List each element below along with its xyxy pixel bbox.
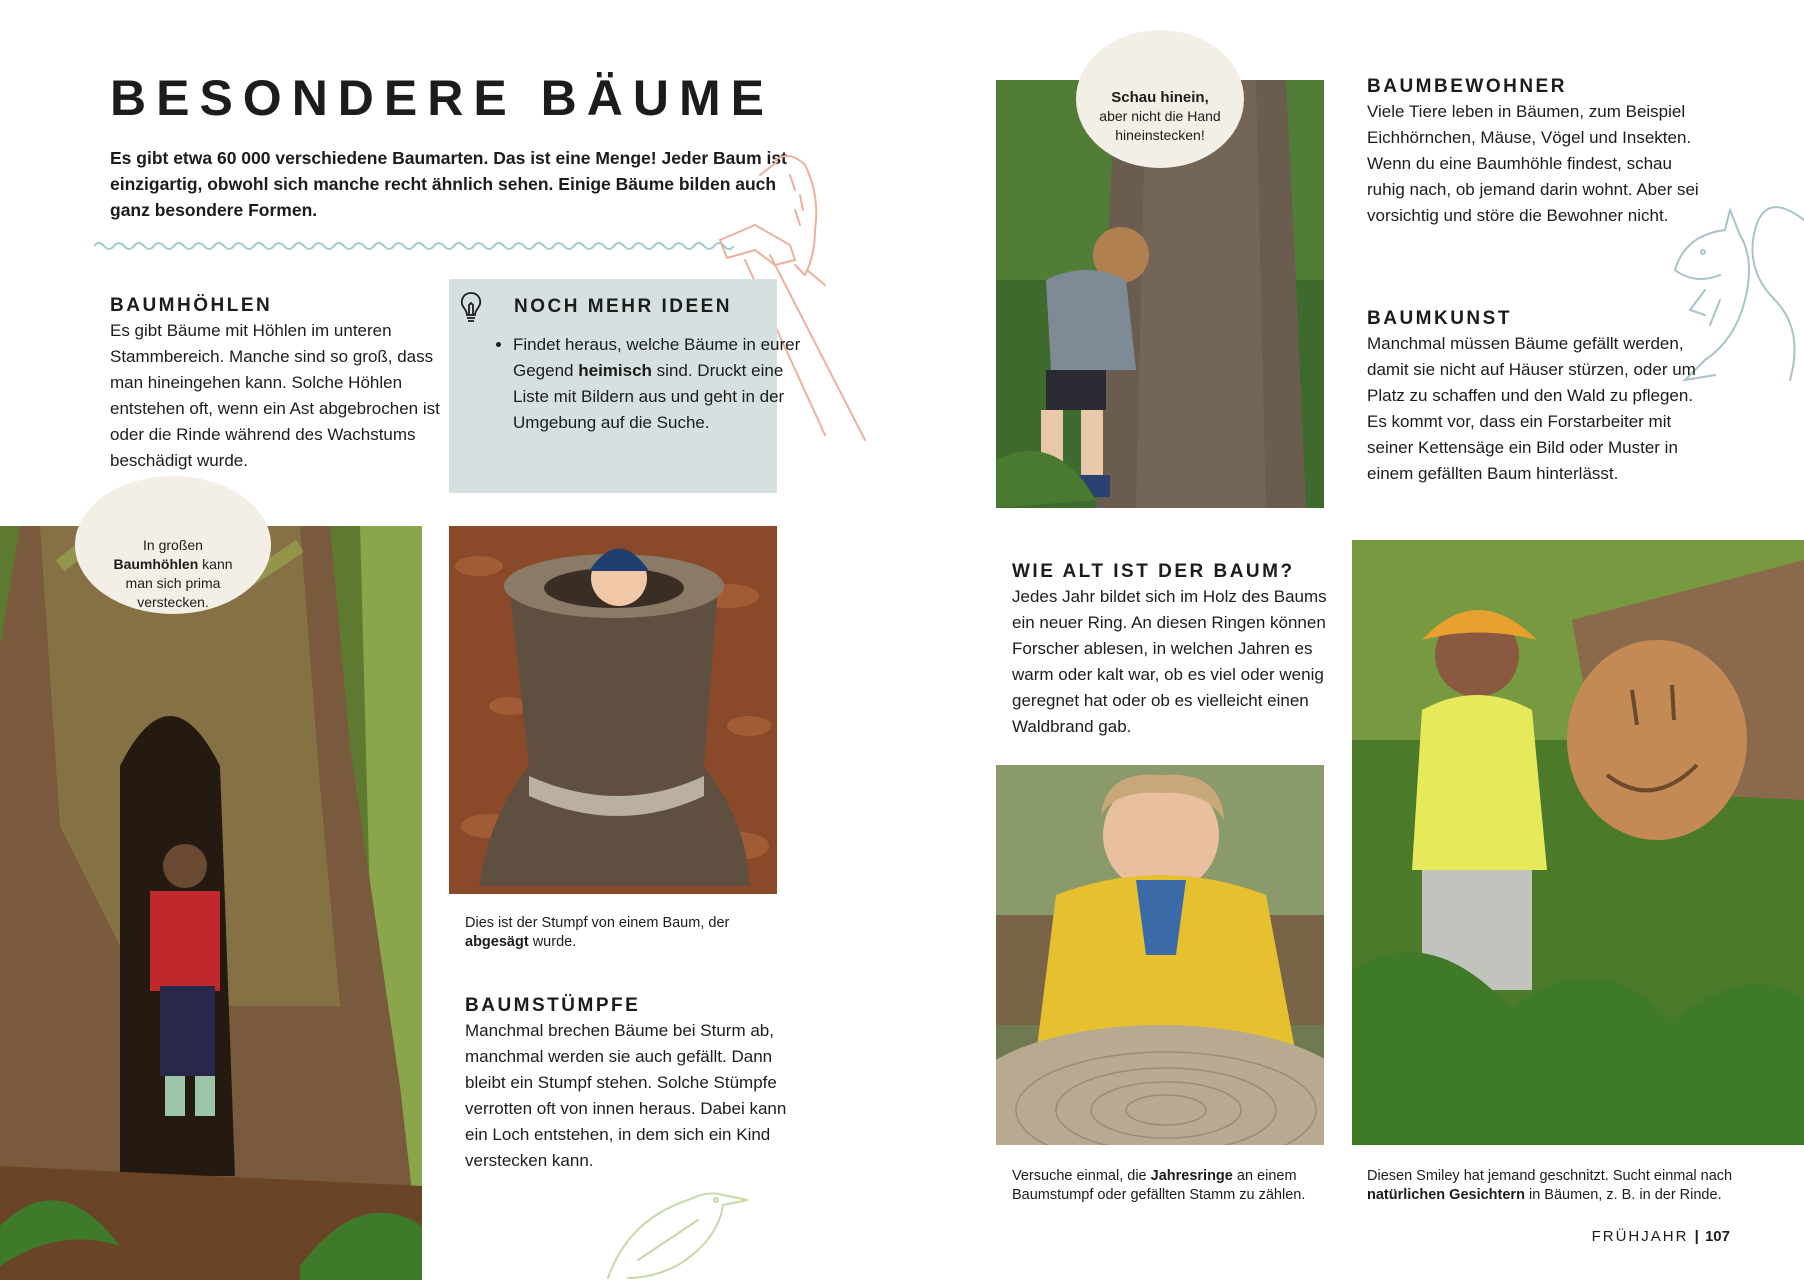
rings-caption: Versuche einmal, die Jahresringe an einem Baumstumpf oder gefällten Stamm zu zählen. (1012, 1168, 1306, 1203)
ideas-item: • Findet heraus, welche Bäume in eurer Gegend heimisch sind. Druckt eine Liste mit Bildern aus und geht in der Umgebung auf die Suche. (513, 332, 823, 436)
baumhoehlen-text: Es gibt Bäume mit Höhlen im unteren Stammbereich. Manche sind so groß, dass man hineingehen kann. Solche Höhlen entstehen oft, wenn ein Ast abgebrochen ist oder die Rinde während des Wachstums beschädigt wurde. (110, 321, 440, 470)
ideas-box (449, 279, 801, 493)
intro-text: Es gibt etwa 60 000 verschiedene Baumarten. Das ist eine Menge! Jeder Baum ist einzigartig, obwohl sich manche recht ähnlich sehen. Einige Bäume bilden auch ganz besondere Formen. (110, 148, 787, 220)
footer-section: FRÜHJAHR (1591, 1228, 1689, 1245)
bubble-schau-hinein: Schau hinein, aber nicht die Hand hineinstecken! (1076, 30, 1244, 168)
wie-alt-text: Jedes Jahr bildet sich im Holz des Baums ein neuer Ring. An diesen Ringen können Forscher ablesen, in welchen Jahren es warm oder kalt war, ob es viel oder wenig geregnet hat oder ob es vielleicht einen Waldbrand gab. (1012, 587, 1327, 736)
wie-alt-section (1012, 560, 1342, 740)
bird-illustration-icon (598, 1180, 758, 1280)
baumbewohner-section (1367, 75, 1707, 229)
baumbewohner-heading: BAUMBEWOHNER (1367, 76, 1567, 97)
footer-separator: | (1694, 1228, 1699, 1245)
wavy-divider (94, 238, 734, 254)
smiley-caption: Diesen Smiley hat jemand geschnitzt. Sucht einmal nach natürlichen Gesichtern in Bäumen, z. B. in der Rinde. (1367, 1168, 1733, 1203)
page-footer (1592, 1228, 1730, 1245)
baumhoehlen-section (110, 294, 440, 474)
baumstuempfe-section (465, 994, 805, 1174)
page-title: BESONDERE BÄUME (110, 70, 774, 126)
page-number: 107 (1704, 1228, 1730, 1245)
baumbewohner-text: Viele Tiere leben in Bäumen, zum Beispiel Eichhörnchen, Mäuse, Vögel und Insekten. Wenn du eine Baumhöhle findest, schau ruhig nach, ob jemand darin wohnt. Aber sei vorsichtig und störe die Bewohner nicht. (1367, 102, 1699, 225)
photo-stump (449, 526, 777, 894)
baumkunst-section (1367, 307, 1707, 487)
ideas-heading: NOCH MEHR IDEEN (514, 296, 733, 317)
baumstuempfe-text: Manchmal brechen Bäume bei Sturm ab, manchmal werden sie auch gefällt. Dann bleibt ein Stumpf stehen. Solche Stümpfe verrotten oft von innen heraus. Dabei kann ein Loch entstehen, in dem sich ein Kind verstecken kann. (465, 1021, 787, 1170)
baumkunst-heading: BAUMKUNST (1367, 308, 1512, 329)
wie-alt-heading: WIE ALT IST DER BAUM? (1012, 561, 1295, 582)
baumstuempfe-heading: BAUMSTÜMPFE (465, 995, 641, 1016)
baumkunst-text: Manchmal müssen Bäume gefällt werden, damit sie nicht auf Häuser stürzen, oder um Platz zu schaffen und den Wald zu pflegen. Es kommt vor, dass ein Forstarbeiter mit seiner Kettensäge ein Bild oder Muster in einem gefällten Baum hinterlässt. (1367, 334, 1696, 483)
photo-tree-rings (996, 765, 1324, 1145)
photo-smiley-log (1352, 540, 1804, 1145)
bubble-baumhoehlen: In großen Baumhöhlen kann man sich prima verstecken. (75, 476, 271, 614)
photo-tree-hollow (0, 526, 422, 1280)
lightbulb-icon (459, 291, 483, 325)
baumhoehlen-heading: BAUMHÖHLEN (110, 295, 273, 316)
stump-caption: Dies ist der Stumpf von einem Baum, der abgesägt wurde. (465, 915, 730, 950)
